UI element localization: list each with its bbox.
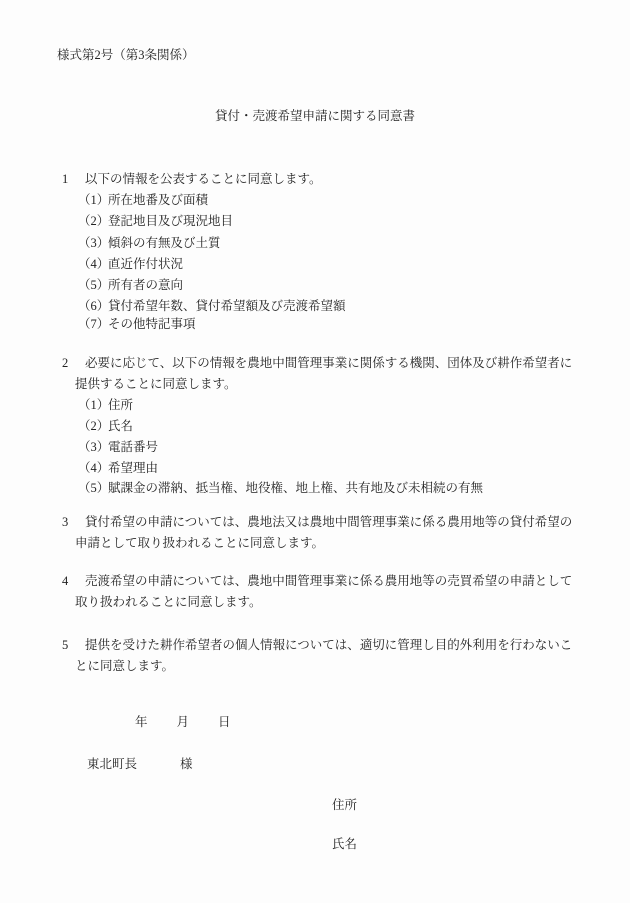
item-number: （7） xyxy=(78,317,110,331)
section-number: 1 xyxy=(62,172,69,186)
year-label: 年 xyxy=(135,715,148,729)
date-line xyxy=(135,715,231,730)
section-5-continuation: とに同意します。 xyxy=(75,659,175,673)
list-item xyxy=(78,481,483,496)
item-number: （3） xyxy=(78,236,110,250)
section-5-heading xyxy=(62,638,572,653)
section-number: 2 xyxy=(62,356,69,370)
section-2-continuation: 提供することに同意します。 xyxy=(75,377,237,391)
section-heading-text: 必要に応じて、以下の情報を農地中間管理事業に関係する機関、団体及び耕作希望者に xyxy=(85,356,573,370)
section-number: 5 xyxy=(62,638,69,652)
list-item xyxy=(78,214,233,229)
section-1-heading xyxy=(62,172,322,187)
item-label: 住所 xyxy=(108,398,134,412)
item-label: 所在地番及び面積 xyxy=(108,193,209,207)
section-heading-text: 提供を受けた耕作希望者の個人情報については、適切に管理し目的外利用を行わないこ xyxy=(85,638,573,652)
section-4-continuation: 取り扱われることに同意します。 xyxy=(75,595,262,609)
item-number: （2） xyxy=(78,214,110,228)
signature-address-label: 住所 xyxy=(332,798,358,812)
item-label: その他特記事項 xyxy=(108,317,196,331)
item-label: 所有者の意向 xyxy=(108,278,184,292)
month-label: 月 xyxy=(176,715,190,729)
list-item xyxy=(78,461,158,476)
list-item xyxy=(78,440,158,455)
item-number: （1） xyxy=(78,193,110,207)
item-label: 登記地目及び現況地目 xyxy=(108,214,234,228)
item-label: 傾斜の有無及び土質 xyxy=(108,236,221,250)
section-4-heading xyxy=(62,574,572,589)
section-heading-text: 売渡希望の申請については、農地中間管理事業に係る農用地等の売買希望の申請として xyxy=(85,574,573,588)
item-number: （3） xyxy=(78,440,110,454)
document-title: 貸付・売渡希望申請に関する同意書 xyxy=(214,109,415,123)
item-number: （2） xyxy=(78,419,110,433)
list-item xyxy=(78,257,183,272)
item-number: （5） xyxy=(78,278,110,292)
item-number: （5） xyxy=(78,481,110,495)
list-item xyxy=(78,236,221,251)
form-number: 様式第2号（第3条関係） xyxy=(57,48,195,62)
section-3-continuation: 申請として取り扱われることに同意します。 xyxy=(75,536,325,550)
section-number: 3 xyxy=(62,515,69,529)
item-label: 電話番号 xyxy=(108,440,159,454)
addressee-honorific: 様 xyxy=(180,757,193,771)
section-3-heading xyxy=(62,515,572,530)
item-label: 希望理由 xyxy=(108,461,159,475)
item-number: （6） xyxy=(78,299,110,313)
item-label: 氏名 xyxy=(108,419,134,433)
item-number: （4） xyxy=(78,257,110,271)
item-number: （4） xyxy=(78,461,110,475)
signature-name-label: 氏名 xyxy=(332,837,358,851)
item-label: 直近作付状況 xyxy=(108,257,184,271)
section-heading-text: 貸付希望の申請については、農地法又は農地中間管理事業に係る農用地等の貸付希望の xyxy=(85,515,573,529)
item-number: （1） xyxy=(78,398,110,412)
section-2-heading xyxy=(62,356,572,371)
list-item xyxy=(78,299,346,314)
section-heading-text: 以下の情報を公表することに同意します。 xyxy=(85,172,322,186)
list-item xyxy=(78,398,133,413)
addressee-line xyxy=(87,757,193,772)
item-label: 賦課金の滞納、抵当権、地役権、地上権、共有地及び未相続の有無 xyxy=(108,481,484,495)
day-label: 日 xyxy=(218,715,231,729)
item-label: 貸付希望年数、貸付希望額及び売渡希望額 xyxy=(108,299,346,313)
list-item xyxy=(78,278,183,293)
section-number: 4 xyxy=(62,574,69,588)
list-item xyxy=(78,317,196,332)
list-item xyxy=(78,419,133,434)
addressee-name: 東北町長 xyxy=(87,757,138,771)
list-item xyxy=(78,193,208,208)
